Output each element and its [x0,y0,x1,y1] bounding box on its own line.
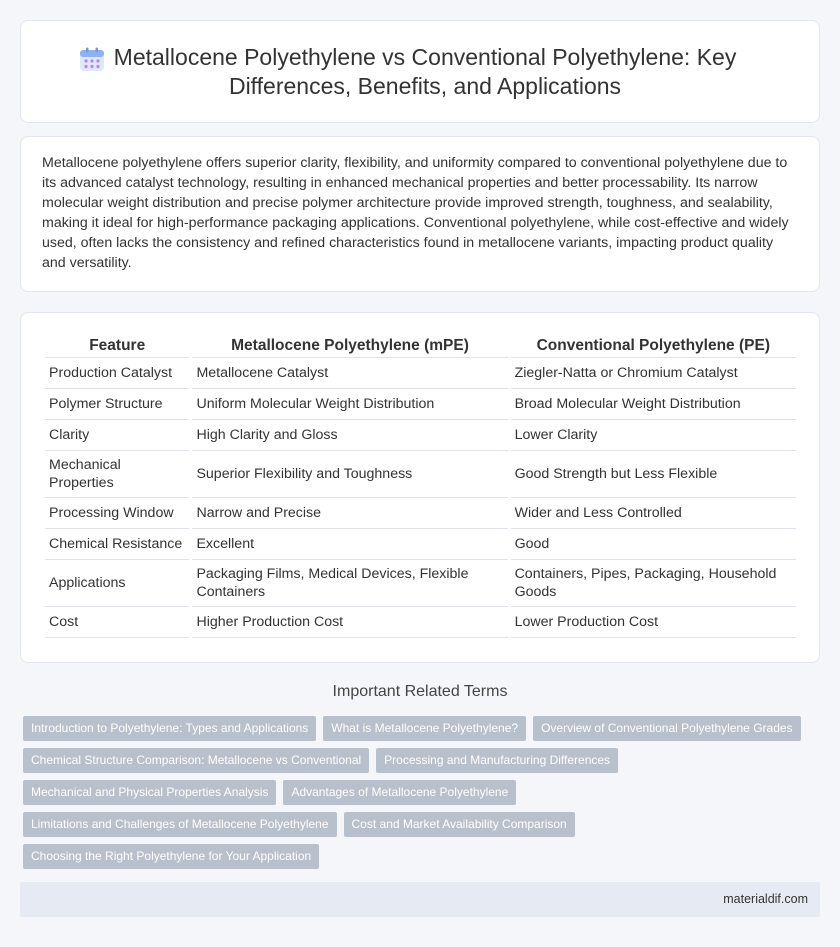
comparison-table-card [20,312,820,663]
feature-cell: Mechanical Properties [45,451,189,498]
related-term-link[interactable]: Chemical Structure Comparison: Metallocene vs Conventional [23,748,369,773]
column-header-mpe: Metallocene Polyethylene (mPE) [192,333,507,358]
related-term-link[interactable]: Overview of Conventional Polyethylene Grades [533,716,800,741]
mpe-cell: Higher Production Cost [192,607,507,638]
pe-cell: Lower Production Cost [511,607,796,638]
mpe-cell: High Clarity and Gloss [192,420,507,451]
pe-cell: Ziegler-Natta or Chromium Catalyst [511,358,796,389]
column-header-pe: Conventional Polyethylene (PE) [511,333,796,358]
feature-cell: Cost [45,607,189,638]
related-terms-heading: Important Related Terms [332,683,508,700]
pe-cell: Broad Molecular Weight Distribution [511,389,796,420]
table-row [45,560,796,607]
header-card [20,20,820,123]
feature-cell: Production Catalyst [45,358,189,389]
pe-cell: Wider and Less Controlled [511,498,796,529]
mpe-cell: Uniform Molecular Weight Distribution [192,389,507,420]
table-row [45,420,796,451]
mpe-cell: Packaging Films, Medical Devices, Flexible Containers [192,560,507,607]
feature-cell: Processing Window [45,498,189,529]
table-row [45,389,796,420]
related-term-link[interactable]: Advantages of Metallocene Polyethylene [283,780,516,805]
table-header-row [45,333,796,358]
table-row [45,498,796,529]
table-row [45,529,796,560]
feature-cell: Polymer Structure [45,389,189,420]
related-terms-list [23,716,823,876]
mpe-cell: Narrow and Precise [192,498,507,529]
feature-cell: Chemical Resistance [45,529,189,560]
mpe-cell: Excellent [192,529,507,560]
pe-cell: Lower Clarity [511,420,796,451]
pe-cell: Containers, Pipes, Packaging, Household Goods [511,560,796,607]
summary-card [20,136,820,292]
related-term-link[interactable]: Limitations and Challenges of Metallocene Polyethylene [23,812,337,837]
pe-cell: Good Strength but Less Flexible [511,451,796,498]
table-row [45,607,796,638]
related-term-link[interactable]: Processing and Manufacturing Differences [376,748,618,773]
related-term-link[interactable]: What is Metallocene Polyethylene? [323,716,526,741]
pe-cell: Good [511,529,796,560]
table-row [45,358,796,389]
comparison-table [42,333,799,638]
feature-cell: Applications [45,560,189,607]
column-header-feature: Feature [45,333,189,358]
footer-site-link[interactable]: materialdif.com [723,892,808,906]
related-term-link[interactable]: Introduction to Polyethylene: Types and Applications [23,716,316,741]
table-row [45,451,796,498]
page-title: Metallocene Polyethylene vs Conventional Polyethylene: Key Differences, Benefits, and Applications [113,43,737,99]
related-term-link[interactable]: Choosing the Right Polyethylene for Your Application [23,844,319,869]
feature-cell: Clarity [45,420,189,451]
mpe-cell: Superior Flexibility and Toughness [192,451,507,498]
related-term-link[interactable]: Cost and Market Availability Comparison [344,812,575,837]
related-term-link[interactable]: Mechanical and Physical Properties Analysis [23,780,276,805]
mpe-cell: Metallocene Catalyst [192,358,507,389]
summary-paragraph: Metallocene polyethylene offers superior clarity, flexibility, and uniformity compared to conventional polyethylene due to its advanced catalyst technology, resulting in enhanced mechanical properties and better processability. Its narrow molecular weight distribution and precise polymer architecture provide improved strength, toughness, and sealability, making it ideal for high-performance packaging applications. Conventional polyethylene, while cost-effective and widely used, often lacks the consistency and refined characteristics found in metallocene variants, impacting product quality and versatility. [42,155,789,271]
footer-bar [20,882,820,917]
